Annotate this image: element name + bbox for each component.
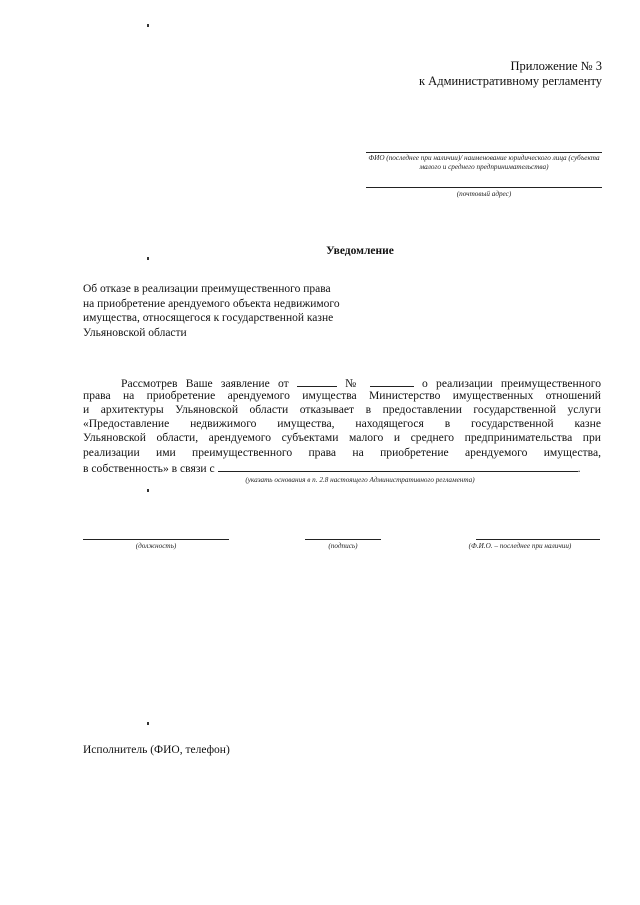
body-line-4: «Предоставление недвижимого имущества, находящегося в государственной казне bbox=[83, 417, 601, 430]
reason-field bbox=[218, 460, 578, 472]
scan-speck bbox=[147, 24, 149, 27]
page-title: Уведомление bbox=[326, 245, 394, 257]
body-text: Рассмотрев Ваше заявление от bbox=[121, 377, 289, 390]
number-field bbox=[370, 375, 414, 387]
fio-line bbox=[476, 539, 600, 540]
appendix-header bbox=[419, 59, 602, 89]
signature-caption: (подпись) bbox=[328, 542, 358, 550]
body-text: . bbox=[577, 462, 581, 475]
body-line-7 bbox=[83, 460, 601, 476]
notice-subject: Об отказе в реализации преимущественного права на приобретение арендуемого объекта недвижимого имущества, относящегося к государственной казне Ульяновской области bbox=[83, 283, 340, 339]
recipient-address-line bbox=[366, 187, 602, 188]
body-line-6: реализации ими преимущественного права на приобретение арендуемого имущества, bbox=[83, 446, 601, 459]
scan-speck bbox=[147, 257, 149, 260]
signature-line bbox=[305, 539, 381, 540]
body-text: в собственность» в связи с bbox=[83, 462, 215, 475]
appendix-reference: к Административному регламенту bbox=[418, 74, 602, 88]
reason-caption: (указать основания в п. 2.8 настоящего Административного регламента) bbox=[245, 476, 475, 484]
body-line-5: Ульяновской области, арендуемого субъектами малого и среднего предпринимательства при bbox=[83, 431, 601, 444]
executor-label: Исполнитель (ФИО, телефон) bbox=[83, 744, 230, 756]
scan-speck bbox=[147, 489, 149, 492]
position-line bbox=[83, 539, 229, 540]
number-sign: № bbox=[345, 377, 362, 390]
position-caption: (должность) bbox=[135, 542, 177, 550]
scan-speck bbox=[147, 722, 149, 725]
recipient-name-line bbox=[366, 152, 602, 153]
fio-caption: (Ф.И.О. – последнее при наличии) bbox=[468, 542, 572, 550]
recipient-name-caption: ФИО (последнее при наличии)/ наименование юридического лица (субъекта малого и среднего предпринимательства) bbox=[368, 154, 600, 171]
date-field bbox=[297, 375, 337, 387]
body-line-2: права на приобретение арендуемого имущества Министерство имущественных отношений bbox=[83, 389, 601, 402]
recipient-address-caption: (почтовый адрес) bbox=[456, 190, 512, 198]
body-text: о реализации преимущественного bbox=[422, 377, 602, 390]
appendix-number: Приложение № 3 bbox=[510, 59, 602, 73]
body-line-3: и архитектуры Ульяновской области отказывает в предоставлении государственной услуги bbox=[83, 403, 601, 416]
